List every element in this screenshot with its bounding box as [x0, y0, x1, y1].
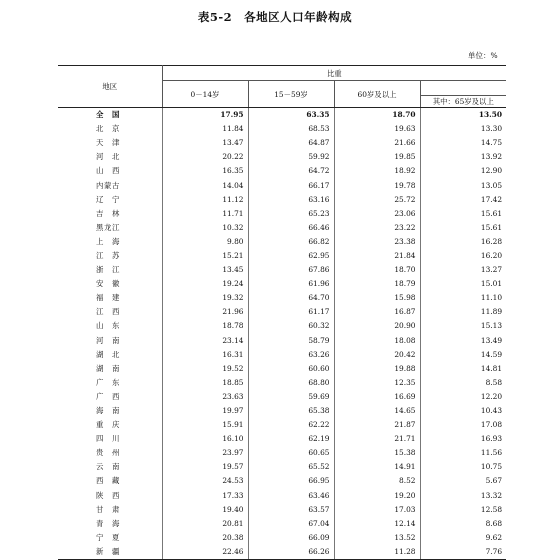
- value-age-65-plus: 13.30: [480, 124, 503, 134]
- region-cell: 浙 江: [58, 263, 162, 277]
- value-age-15-59: 67.04: [248, 517, 334, 531]
- region-cell: 全 国: [58, 108, 162, 123]
- value-age-15-59: 60.32: [248, 319, 334, 333]
- table-row: [58, 136, 506, 150]
- region-cell: 黑龙江: [58, 221, 162, 235]
- value-age-0-14: 11.71: [162, 207, 248, 221]
- value-age-15-59: 67.86: [248, 263, 334, 277]
- value-age-0-14: 20.38: [162, 531, 248, 545]
- header-age-0-14: 0－14岁: [162, 81, 248, 108]
- value-age-0-14: 23.63: [162, 390, 248, 404]
- value-age-0-14: 16.35: [162, 164, 248, 178]
- value-age-15-59: 63.57: [248, 503, 334, 517]
- region-cell: 海 南: [58, 404, 162, 418]
- region-cell: 陕 西: [58, 489, 162, 503]
- value-age-60-plus: 19.85: [334, 150, 420, 164]
- value-age-60-plus: 18.70: [334, 108, 420, 123]
- table-row: [58, 418, 506, 432]
- region-cell: 北 京: [58, 122, 162, 136]
- region-cell: 河 南: [58, 334, 162, 348]
- region-cell: 宁 夏: [58, 531, 162, 545]
- value-age-65-plus: 13.05: [480, 180, 503, 190]
- value-age-65-plus: 11.89: [480, 307, 503, 317]
- value-age-15-59: 60.65: [248, 446, 334, 460]
- header-age-15-59: 15－59岁: [248, 81, 334, 108]
- value-age-65-plus: 13.92: [480, 152, 503, 162]
- value-age-65-plus: 13.32: [480, 490, 503, 500]
- header-age-65-plus: 其中：65岁及以上: [420, 96, 506, 108]
- value-age-0-14: 18.85: [162, 376, 248, 390]
- table-row: [58, 362, 506, 376]
- header-spacer: [420, 81, 506, 96]
- value-age-0-14: 9.80: [162, 235, 248, 249]
- value-age-0-14: 19.40: [162, 503, 248, 517]
- value-age-15-59: 59.92: [248, 150, 334, 164]
- value-age-15-59: 65.38: [248, 404, 334, 418]
- region-cell: 河 北: [58, 150, 162, 164]
- value-age-65-plus: 14.81: [480, 363, 503, 373]
- value-age-0-14: 19.57: [162, 460, 248, 474]
- region-cell: 江 西: [58, 305, 162, 319]
- table-row: [58, 376, 506, 390]
- region-cell: 江 苏: [58, 249, 162, 263]
- value-age-60-plus: 14.91: [334, 460, 420, 474]
- value-age-0-14: 20.81: [162, 517, 248, 531]
- value-age-60-plus: 13.52: [334, 531, 420, 545]
- value-age-15-59: 65.23: [248, 207, 334, 221]
- value-age-60-plus: 21.87: [334, 418, 420, 432]
- table-row: [58, 108, 506, 123]
- table-row: [58, 545, 506, 560]
- table-row: [58, 517, 506, 531]
- value-age-15-59: 61.96: [248, 277, 334, 291]
- value-age-60-plus: 20.42: [334, 348, 420, 362]
- value-age-0-14: 11.84: [162, 122, 248, 136]
- value-age-0-14: 21.96: [162, 305, 248, 319]
- table-row: [58, 305, 506, 319]
- value-age-15-59: 64.72: [248, 164, 334, 178]
- value-age-60-plus: 18.70: [334, 263, 420, 277]
- value-age-60-plus: 8.52: [334, 474, 420, 488]
- table-row: [58, 446, 506, 460]
- value-age-0-14: 11.12: [162, 193, 248, 207]
- value-age-0-14: 18.78: [162, 319, 248, 333]
- table-row: [58, 404, 506, 418]
- value-age-65-plus: 12.90: [480, 166, 503, 176]
- table-row: [58, 235, 506, 249]
- value-age-60-plus: 23.38: [334, 235, 420, 249]
- value-age-15-59: 62.22: [248, 418, 334, 432]
- value-age-60-plus: 23.22: [334, 221, 420, 235]
- value-age-0-14: 10.32: [162, 221, 248, 235]
- header-region: 地区: [58, 66, 162, 108]
- region-cell: 吉 林: [58, 207, 162, 221]
- region-cell: 新 疆: [58, 545, 162, 560]
- header-proportion-group: 比重: [162, 66, 506, 81]
- value-age-0-14: 17.33: [162, 489, 248, 503]
- region-cell: 贵 州: [58, 446, 162, 460]
- value-age-60-plus: 25.72: [334, 193, 420, 207]
- value-age-15-59: 61.17: [248, 305, 334, 319]
- value-age-15-59: 65.52: [248, 460, 334, 474]
- header-age-60-plus: 60岁及以上: [334, 81, 420, 108]
- value-age-15-59: 63.35: [248, 108, 334, 123]
- value-age-60-plus: 16.69: [334, 390, 420, 404]
- value-age-0-14: 13.45: [162, 263, 248, 277]
- unit-label: 单位：%: [468, 51, 498, 60]
- value-age-65-plus: 13.50: [478, 110, 503, 120]
- value-age-65-plus: 15.61: [480, 208, 503, 218]
- value-age-15-59: 58.79: [248, 334, 334, 348]
- value-age-0-14: 13.47: [162, 136, 248, 150]
- table-row: [58, 277, 506, 291]
- value-age-60-plus: 21.71: [334, 432, 420, 446]
- value-age-15-59: 66.95: [248, 474, 334, 488]
- region-cell: 云 南: [58, 460, 162, 474]
- value-age-0-14: 23.97: [162, 446, 248, 460]
- value-age-60-plus: 18.92: [334, 164, 420, 178]
- table-row: [58, 263, 506, 277]
- region-cell: 湖 北: [58, 348, 162, 362]
- value-age-65-plus: 10.43: [480, 406, 503, 416]
- table-row: [58, 122, 506, 136]
- value-age-65-plus: 13.27: [480, 265, 503, 275]
- table-body: [58, 108, 506, 560]
- value-age-65-plus: 8.58: [485, 377, 503, 387]
- age-structure-table: [58, 65, 506, 560]
- value-age-60-plus: 19.78: [334, 178, 420, 192]
- value-age-65-plus: 14.75: [480, 138, 503, 148]
- value-age-15-59: 64.87: [248, 136, 334, 150]
- table-row: [58, 291, 506, 305]
- value-age-60-plus: 17.03: [334, 503, 420, 517]
- value-age-15-59: 59.69: [248, 390, 334, 404]
- value-age-60-plus: 14.65: [334, 404, 420, 418]
- table-row: [58, 489, 506, 503]
- value-age-0-14: 24.53: [162, 474, 248, 488]
- table-row: [58, 221, 506, 235]
- value-age-65-plus: 13.49: [480, 335, 503, 345]
- value-age-15-59: 63.26: [248, 348, 334, 362]
- value-age-65-plus: 5.67: [485, 476, 503, 486]
- table-row: [58, 432, 506, 446]
- value-age-65-plus: 15.13: [480, 321, 503, 331]
- value-age-15-59: 63.46: [248, 489, 334, 503]
- table-row: [58, 334, 506, 348]
- value-age-65-plus: 16.93: [480, 434, 503, 444]
- value-age-0-14: 15.21: [162, 249, 248, 263]
- table-row: [58, 164, 506, 178]
- value-age-65-plus: 8.68: [485, 518, 503, 528]
- table-row: [58, 474, 506, 488]
- table-row: [58, 207, 506, 221]
- value-age-0-14: 16.10: [162, 432, 248, 446]
- value-age-15-59: 64.70: [248, 291, 334, 305]
- value-age-0-14: 16.31: [162, 348, 248, 362]
- region-cell: 青 海: [58, 517, 162, 531]
- value-age-65-plus: 12.58: [480, 504, 503, 514]
- value-age-65-plus: 15.01: [480, 279, 503, 289]
- value-age-0-14: 19.97: [162, 404, 248, 418]
- value-age-0-14: 19.24: [162, 277, 248, 291]
- value-age-60-plus: 19.20: [334, 489, 420, 503]
- value-age-15-59: 62.95: [248, 249, 334, 263]
- value-age-0-14: 14.04: [162, 178, 248, 192]
- table-title: 表5-2 各地区人口年龄构成: [197, 10, 353, 24]
- value-age-60-plus: 12.14: [334, 517, 420, 531]
- table-row: [58, 503, 506, 517]
- region-cell: 内蒙古: [58, 178, 162, 192]
- region-cell: 上 海: [58, 235, 162, 249]
- region-cell: 广 西: [58, 390, 162, 404]
- value-age-60-plus: 18.08: [334, 334, 420, 348]
- value-age-65-plus: 16.28: [480, 236, 503, 246]
- region-cell: 山 西: [58, 164, 162, 178]
- table-row: [58, 390, 506, 404]
- value-age-60-plus: 21.66: [334, 136, 420, 150]
- value-age-15-59: 66.26: [248, 545, 334, 560]
- region-cell: 西 藏: [58, 474, 162, 488]
- table-row: [58, 178, 506, 192]
- value-age-60-plus: 15.98: [334, 291, 420, 305]
- value-age-60-plus: 21.84: [334, 249, 420, 263]
- region-cell: 福 建: [58, 291, 162, 305]
- value-age-60-plus: 18.79: [334, 277, 420, 291]
- value-age-15-59: 68.53: [248, 122, 334, 136]
- value-age-15-59: 68.80: [248, 376, 334, 390]
- table-row: [58, 319, 506, 333]
- table-row: [58, 193, 506, 207]
- value-age-65-plus: 16.20: [480, 250, 503, 260]
- value-age-15-59: 66.09: [248, 531, 334, 545]
- value-age-15-59: 66.17: [248, 178, 334, 192]
- table-row: [58, 249, 506, 263]
- table-row: [58, 460, 506, 474]
- value-age-15-59: 62.19: [248, 432, 334, 446]
- value-age-65-plus: 11.56: [480, 448, 503, 458]
- value-age-0-14: 20.22: [162, 150, 248, 164]
- value-age-0-14: 22.46: [162, 545, 248, 560]
- table-row: [58, 348, 506, 362]
- value-age-15-59: 66.82: [248, 235, 334, 249]
- region-cell: 重 庆: [58, 418, 162, 432]
- region-cell: 天 津: [58, 136, 162, 150]
- region-cell: 四 川: [58, 432, 162, 446]
- value-age-60-plus: 23.06: [334, 207, 420, 221]
- value-age-65-plus: 7.76: [420, 545, 506, 560]
- value-age-15-59: 66.46: [248, 221, 334, 235]
- value-age-15-59: 63.16: [248, 193, 334, 207]
- value-age-15-59: 60.60: [248, 362, 334, 376]
- region-cell: 甘 肃: [58, 503, 162, 517]
- value-age-60-plus: 20.90: [334, 319, 420, 333]
- table-row: [58, 150, 506, 164]
- region-cell: 广 东: [58, 376, 162, 390]
- value-age-65-plus: 17.08: [480, 420, 503, 430]
- region-cell: 辽 宁: [58, 193, 162, 207]
- value-age-0-14: 23.14: [162, 334, 248, 348]
- value-age-60-plus: 19.63: [334, 122, 420, 136]
- value-age-65-plus: 11.10: [480, 293, 503, 303]
- value-age-65-plus: 12.20: [480, 391, 503, 401]
- value-age-60-plus: 11.28: [334, 545, 420, 560]
- value-age-60-plus: 15.38: [334, 446, 420, 460]
- region-cell: 山 东: [58, 319, 162, 333]
- value-age-60-plus: 12.35: [334, 376, 420, 390]
- value-age-0-14: 17.95: [162, 108, 248, 123]
- value-age-60-plus: 16.87: [334, 305, 420, 319]
- value-age-0-14: 19.32: [162, 291, 248, 305]
- region-cell: 安 徽: [58, 277, 162, 291]
- value-age-65-plus: 14.59: [480, 349, 503, 359]
- value-age-0-14: 15.91: [162, 418, 248, 432]
- value-age-60-plus: 19.88: [334, 362, 420, 376]
- value-age-0-14: 19.52: [162, 362, 248, 376]
- value-age-65-plus: 15.61: [480, 222, 503, 232]
- value-age-65-plus: 17.42: [480, 194, 503, 204]
- region-cell: 湖 南: [58, 362, 162, 376]
- value-age-65-plus: 9.62: [485, 532, 503, 542]
- value-age-65-plus: 10.75: [480, 462, 503, 472]
